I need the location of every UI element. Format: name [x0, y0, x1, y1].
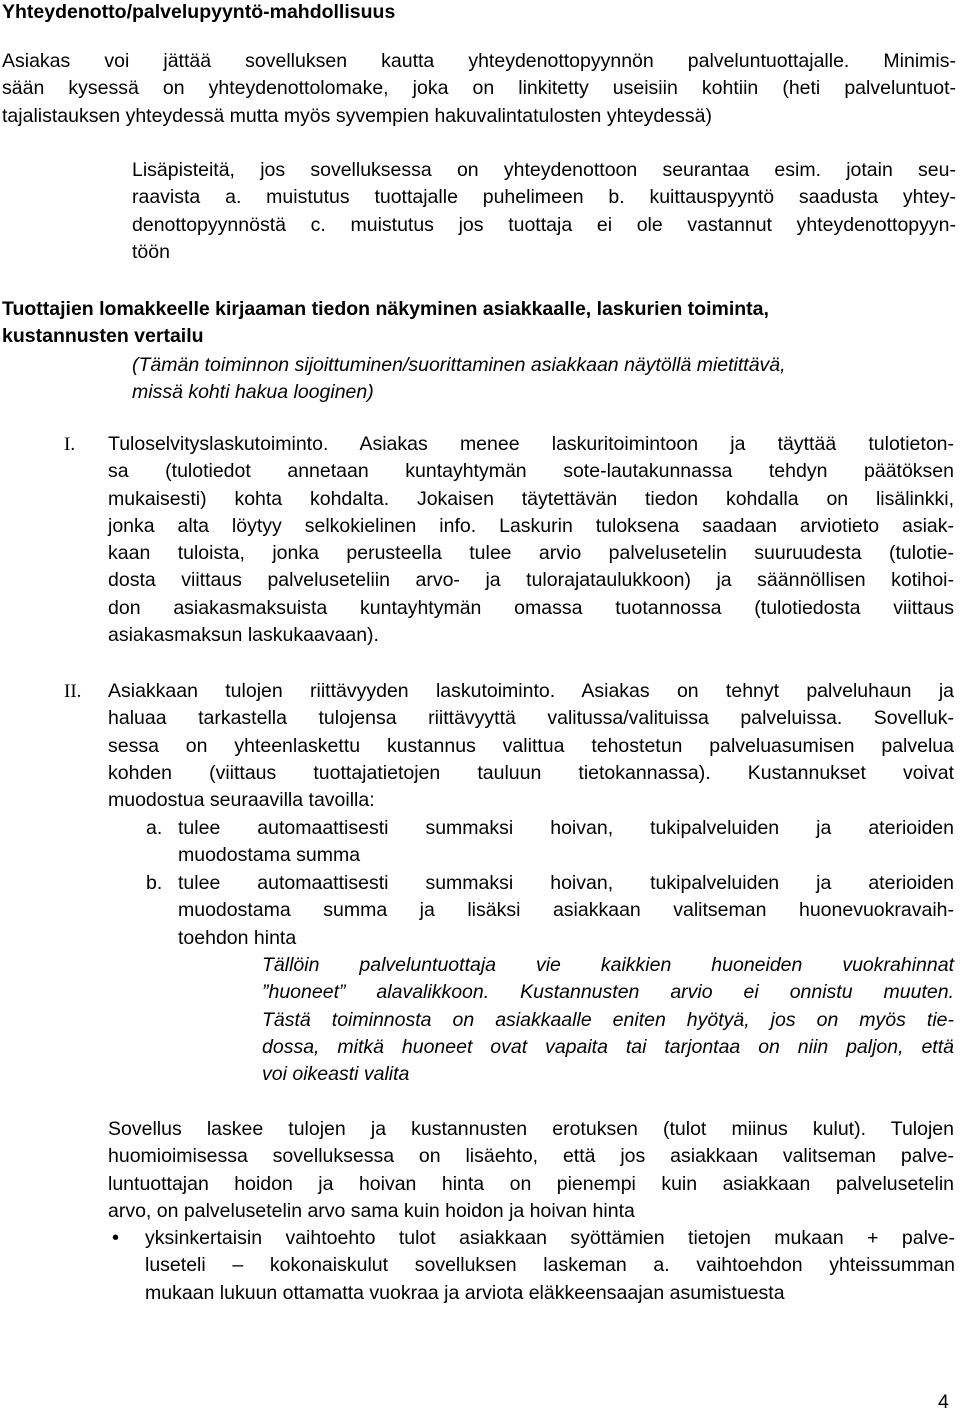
note-line: (Tämän toiminnon sijoittuminen/suorittaminen asiakkaan näytöllä mietittävä,: [132, 354, 786, 376]
item-line: Asiakkaan tulojen riittävyyden laskutoiminto. Asiakas on tehnyt palveluhaun ja: [108, 680, 954, 702]
bullet-line: yksinkertaisin vaihtoehto tulot asiakkaan syöttämien tietojen mukaan + palve-: [145, 1227, 955, 1249]
item-line: kaan tuloista, jonka perusteella tulee arvio palvelusetelin suuruudesta (tulotie-: [108, 542, 954, 565]
intro-paragraph: [2, 48, 956, 130]
section-heading-contact: Yhteydenotto/palvelupyyntö-mahdollisuus: [2, 1, 396, 23]
page-number: 4: [938, 1391, 949, 1413]
sub-line: tulee automaattisesti summaksi hoivan, tukipalveluiden ja aterioiden: [178, 872, 954, 894]
item-line: mukaisesti) kohta kohdalta. Jokaisen täytettävän tiedon kohdalla on lisälinkki,: [108, 487, 954, 510]
extra-points-paragraph: [132, 157, 956, 266]
item-line: jonka alta löytyy selkokielinen info. Laskurin tuloksena saadaan arviotieto asiak-: [108, 514, 954, 537]
item-line: asiakasmaksun laskukaavaan).: [108, 624, 379, 647]
note-line: missä kohti hakua looginen): [132, 381, 374, 404]
summary-line: luntuottajan hoidon ja hoivan hinta on pienempi kuin asiakkaan palvelusetelin: [108, 1172, 954, 1195]
sub-line: muodostama summa: [178, 844, 361, 867]
summary-paragraph: [108, 1116, 954, 1225]
bullet-icon: •: [112, 1227, 120, 1249]
sub-item-a: [178, 815, 954, 870]
note-line: dossa, mitkä huoneet ovat vapaita tai tarjontaa on niin paljon, että: [262, 1035, 954, 1058]
sub-line: muodostama summa ja lisäksi asiakkaan valitseman huonevuokravaih-: [178, 899, 954, 922]
bullet-line: mukaan lukuun ottamatta vuokraa ja arviota eläkkeensaajan asumistuesta: [145, 1281, 785, 1304]
bullet-item: [145, 1225, 955, 1307]
item-income-sufficiency: [108, 678, 954, 814]
bullet-line: luseteli – kokonaiskulut sovelluksen laskeman a. vaihtoehdon yhteissumman: [145, 1254, 955, 1277]
item-income-calculator: [108, 431, 954, 649]
note-line: voi oikeasti valita: [262, 1063, 410, 1086]
heading-line: Tuottajien lomakkeelle kirjaaman tiedon näkyminen asiakkaalle, laskurien toiminta,: [2, 298, 769, 320]
sub-marker-a: a.: [146, 817, 163, 839]
extra-line: denottopyynnöstä c. muistutus jos tuottaja ei ole vastannut yhteydenottopyyn-: [132, 213, 956, 236]
item-line: don asiakasmaksuista kuntayhtymän omassa tuotannossa (tulotiedosta viittaus: [108, 596, 954, 619]
section-heading-form: [2, 296, 956, 351]
intro-line: tajalistauksen yhteydessä mutta myös syvempien hakuvalintatulosten yhteydessä): [2, 104, 712, 127]
item-line: Tuloselvityslaskutoiminto. Asiakas menee laskuritoimintoon ja täyttää tulotieton-: [108, 433, 954, 455]
note-line: ”huoneet” alavalikkoon. Kustannusten arvio ei onnistu muuten.: [262, 981, 954, 1004]
item-line: muodostua seuraavilla tavoilla:: [108, 789, 375, 812]
summary-line: huomioimisessa sovelluksessa on lisäehto, että jos asiakkaan valitseman palve-: [108, 1145, 954, 1168]
extra-line: töön: [132, 240, 170, 263]
item-line: dosta viittaus palveluseteliin arvo- ja tulorajataulukkoon) ja säännöllisen kotihoi-: [108, 569, 954, 592]
extra-line: raavista a. muistutus tuottajalle puhelimeen b. kuittauspyyntö saadusta yhtey-: [132, 186, 956, 209]
summary-line: arvo, on palvelusetelin arvo sama kuin hoidon ja hoivan hinta: [108, 1199, 635, 1222]
item-line: sa (tulotiedot annetaan kuntayhtymän sote-lautakunnassa tehdyn päätöksen: [108, 460, 954, 483]
item-marker-roman-1: I.: [64, 434, 76, 455]
item-line: kohden (viittaus tuottajatietojen tauluun tietokannassa). Kustannukset voivat: [108, 761, 954, 784]
intro-line: Asiakas voi jättää sovelluksen kautta yhteydenottopyynnön palveluntuottajalle. Minimis-: [2, 50, 956, 72]
sub-line: toehdon hinta: [178, 926, 297, 949]
heading-line: kustannusten vertailu: [2, 325, 204, 348]
intro-line: sään kysessä on yhteydenottolomake, joka on linkitetty useisiin kohtiin (heti palveluntuot-: [2, 77, 956, 100]
note-line: Tällöin palveluntuottaja vie kaikkien huoneiden vuokrahinnat: [262, 954, 954, 976]
item-line: haluaa tarkastella tulojensa riittävyyttä valitussa/valituissa palveluissa. Sovelluk-: [108, 707, 954, 730]
note-line: Tästä toiminnosta on asiakkaalle eniten hyötyä, jos on myös tie-: [262, 1008, 954, 1031]
extra-line: Lisäpisteitä, jos sovelluksessa on yhteydenottoon seurantaa esim. jotain seu-: [132, 159, 956, 181]
sub-line: tulee automaattisesti summaksi hoivan, tukipalveluiden ja aterioiden: [178, 817, 954, 839]
placement-note: [132, 352, 956, 407]
item-line: sessa on yhteenlaskettu kustannus valittua tehostetun palveluasumisen palvelua: [108, 734, 954, 757]
summary-line: Sovellus laskee tulojen ja kustannusten erotuksen (tulot miinus kulut). Tulojen: [108, 1118, 954, 1140]
sub-item-b: [178, 870, 954, 952]
rooms-note: [262, 952, 954, 1088]
item-marker-roman-2: II.: [64, 681, 82, 702]
sub-marker-b: b.: [146, 872, 163, 894]
